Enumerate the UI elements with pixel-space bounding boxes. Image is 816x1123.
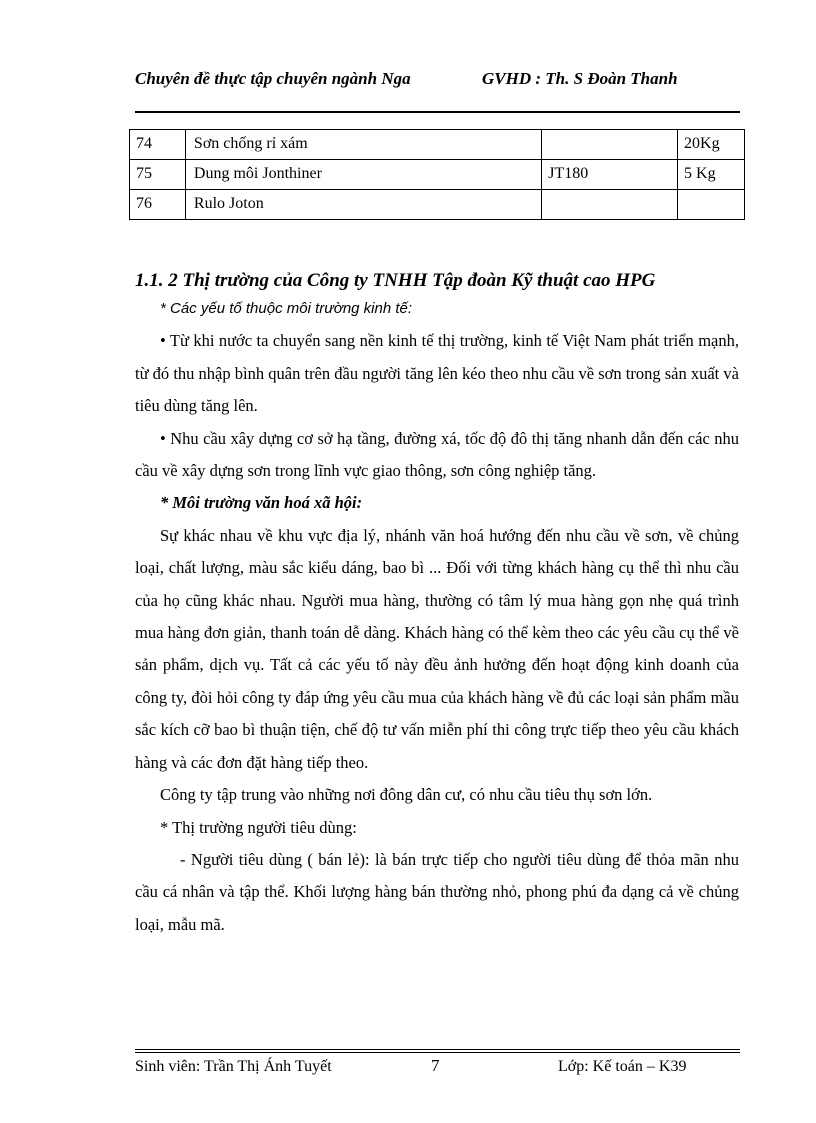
- footer-rule: [135, 1052, 740, 1053]
- cell-qty: [678, 190, 745, 220]
- paragraph: • Từ khi nước ta chuyển sang nền kinh tế thị trường, kinh tế Việt Nam phát triển mạnh, từ đó thu nhập bình quân trên đầu người tăng lên kéo theo nhu cầu về sơn trong sản xuất và tiêu dùng tăng lên.: [135, 331, 739, 416]
- table-row: [130, 190, 745, 220]
- section-title: 1.1. 2 Thị trường của Công ty TNHH Tập đoàn Kỹ thuật cao HPG: [135, 270, 656, 291]
- materials-table: [129, 129, 745, 220]
- cell-name: Rulo Joton: [185, 190, 541, 220]
- cell-name: Dung môi Jonthiner: [185, 160, 541, 190]
- cell-no: 74: [130, 130, 186, 160]
- header-supervisor: GVHD : Th. S Đoàn Thanh: [482, 69, 678, 88]
- cell-name: Sơn chống rỉ xám: [185, 130, 541, 160]
- header-topic: Chuyên đề thực tập chuyên ngành Nga: [135, 69, 411, 88]
- table-row: [130, 130, 745, 160]
- paragraph: Sự khác nhau về khu vực địa lý, nhánh văn hoá hướng đến nhu cầu về sơn, về chủng loại, chất lượng, màu sắc kiểu dáng, bao bì ... Đối với từng khách hàng cụ thể thì nhu cầu của họ cũng khác nhau. Người mua hàng, thường có tâm lý mua hàng gọn nhẹ quá trình mua hàng đơn giản, thanh toán dễ dàng. Khách hàng có thể kèm theo các yêu cầu cụ thể về sản phẩm, dịch vụ. Tất cả các yếu tố này đều ảnh hưởng đến hoạt động kinh doanh của công ty, đòi hỏi công ty đáp ứng yêu cầu mua của khách hàng về đủ các loại sản phẩm mầu sắc kích cỡ bao bì thuận tiện, chế độ tư vấn miễn phí thi công trực tiếp theo yêu cầu khách hàng và các đơn đặt hàng tiếp theo.: [135, 525, 739, 772]
- page-number: 7: [431, 1056, 440, 1075]
- subheading-consumer: * Thị trường người tiêu dùng:: [160, 817, 357, 837]
- subheading-culture: * Môi trường văn hoá xã hội:: [160, 493, 363, 513]
- footer-rule: [135, 1049, 740, 1050]
- cell-qty: 20Kg: [678, 130, 745, 160]
- subheading-economic: * Các yếu tố thuộc môi trường kinh tế:: [160, 300, 413, 317]
- cell-no: 75: [130, 160, 186, 190]
- cell-code: [542, 190, 678, 220]
- header-rule: [135, 111, 740, 113]
- footer-student: Sinh viên: Trần Thị Ánh Tuyết: [135, 1058, 332, 1075]
- paragraph: Công ty tập trung vào những nơi đông dân cư, có nhu cầu tiêu thụ sơn lớn.: [160, 785, 653, 805]
- footer-class: Lớp: Kế toán – K39: [558, 1058, 687, 1075]
- section-body: [135, 293, 739, 941]
- table-row: [130, 160, 745, 190]
- cell-qty: 5 Kg: [678, 160, 745, 190]
- cell-code: [542, 130, 678, 160]
- paragraph: - Người tiêu dùng ( bán lẻ): là bán trực tiếp cho người tiêu dùng để thỏa mãn nhu cầu cá nhân và tập thể. Khối lượng hàng bán thường nhỏ, phong phú đa dạng cả về chủng loại, mẫu mã.: [135, 849, 739, 934]
- cell-no: 76: [130, 190, 186, 220]
- paragraph: • Nhu cầu xây dựng cơ sở hạ tầng, đường xá, tốc độ đô thị tăng nhanh dẫn đến các nhu cầu về xây dựng sơn trong lĩnh vực giao thông, sơn công nghiệp tăng.: [135, 428, 739, 481]
- cell-code: JT180: [542, 160, 678, 190]
